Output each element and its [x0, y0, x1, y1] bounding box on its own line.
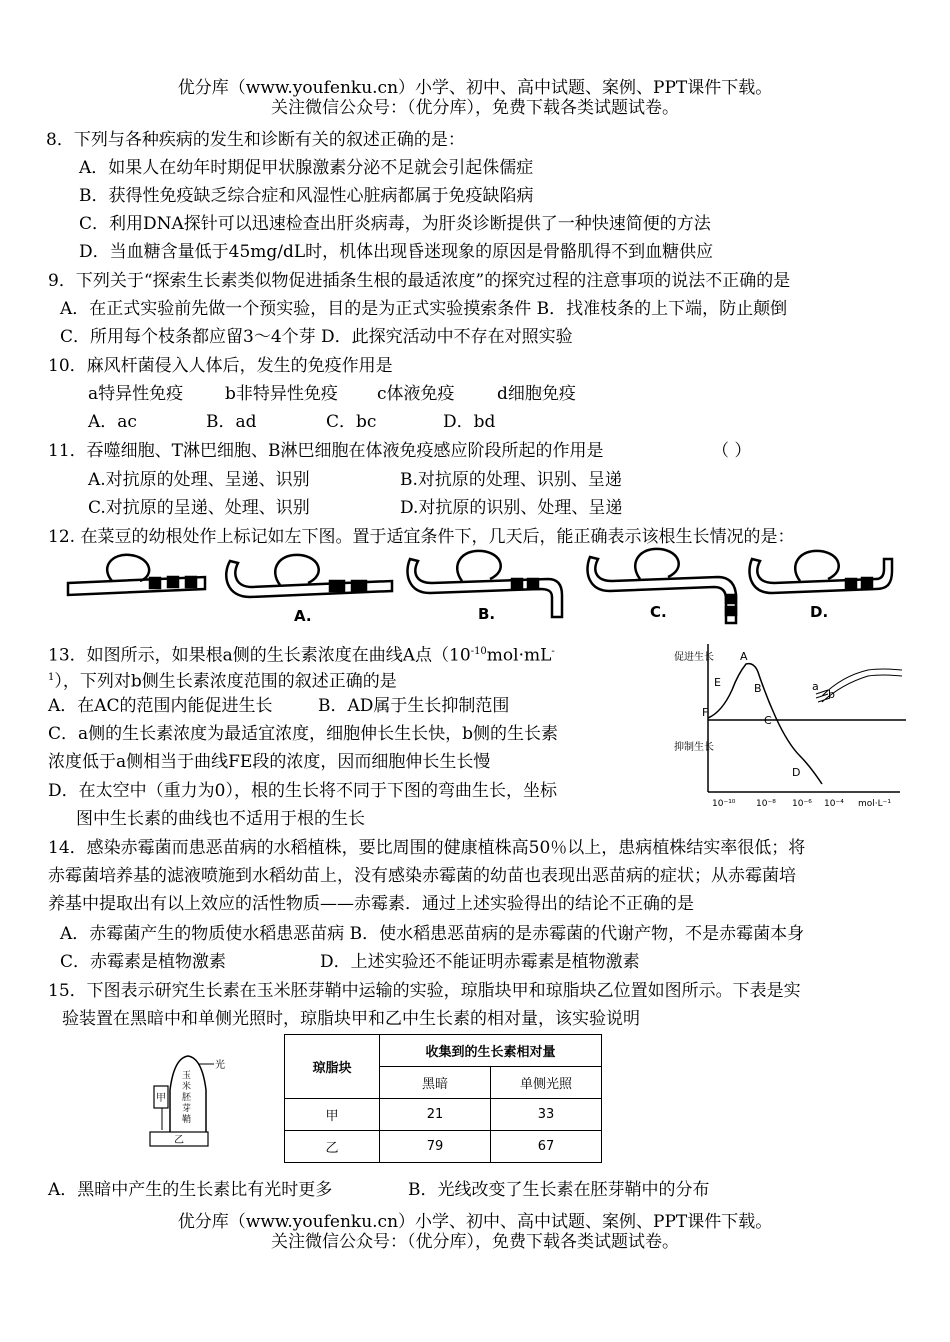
q11-option-c: C.对抗原的呈递、处理、识别	[88, 498, 310, 518]
x-tick-2: 10⁻⁸	[756, 799, 776, 809]
table-cell-light: 67	[491, 1131, 602, 1163]
x-tick-1: 10⁻¹⁰	[712, 799, 736, 809]
point-a-label: A	[740, 650, 748, 663]
table-row	[285, 1131, 602, 1163]
q9-options-ab: A．在正式实验前先做一个预实验，目的是为正式实验摸索条件 B．找准枝条的上下端，防止颠倒	[60, 299, 788, 319]
q10-item-b: b非特异性免疫	[225, 384, 338, 404]
q11-option-a: A.对抗原的处理、呈递、识别	[88, 470, 310, 490]
q13-option-d-1: D．在太空中（重力为0），根的生长将不同于下图的弯曲生长，坐标	[48, 781, 557, 801]
table-cell-dark: 21	[380, 1099, 491, 1131]
table-row	[285, 1099, 602, 1131]
q14-stem-2: 赤霉菌培养基的滤液喷施到水稻幼苗上，没有感染赤霉菌的幼苗也表现出恶苗病的症状；从赤霉菌培	[48, 866, 796, 886]
point-f-label: F	[702, 706, 709, 719]
q14-options-ab: A．赤霉菌产生的物质使水稻患恶苗病 B．使水稻患恶苗病的是赤霉菌的代谢产物，不是赤霉菌本身	[60, 924, 805, 944]
table-cell-name: 乙	[285, 1131, 380, 1163]
q8-option-d: D．当血糖含量低于45mg/dL时，机体出现昏迷现象的原因是骨骼肌得不到血糖供应	[79, 242, 714, 262]
q9-stem: 9．下列关于“探索生长素类似物促进插条生根的最适浓度”的探究过程的注意事项的说法不正确的是	[48, 271, 791, 291]
q10-option-c: C．bc	[326, 412, 377, 432]
agar-yi-label: 乙	[174, 1135, 184, 1146]
side-b-label: b	[828, 688, 835, 701]
agar-jia-label: 甲	[156, 1093, 166, 1104]
q14-option-d: D．上述实验还不能证明赤霉素是植物激素	[320, 952, 640, 972]
point-b-label: B	[754, 682, 762, 695]
q10-stem: 10．麻风杆菌侵入人体后，发生的免疫作用是	[48, 356, 393, 376]
coleoptile-char-3: 胚	[182, 1093, 192, 1103]
q15-option-b: B．光线改变了生长素在胚芽鞘中的分布	[408, 1180, 710, 1200]
coleoptile-char-5: 鞘	[182, 1115, 192, 1125]
q13-option-d-2: 图中生长素的曲线也不适用于根的生长	[76, 809, 365, 829]
coleoptile-char-4: 芽	[182, 1104, 192, 1114]
x-tick-4: 10⁻⁴	[824, 799, 844, 809]
q13-option-b: B．AD属于生长抑制范围	[318, 696, 510, 716]
root-original	[68, 555, 205, 595]
q12-label-a: A.	[294, 607, 312, 625]
q15-auxin-table	[284, 1034, 602, 1163]
q8-option-a: A．如果人在幼年时期促甲状腺激素分泌不足就会引起侏儒症	[79, 158, 534, 178]
q15-stem-2: 验装置在黑暗中和单侧光照时，琼脂块甲和乙中生长素的相对量，该实验说明	[62, 1009, 640, 1029]
root-option-a	[226, 555, 392, 597]
q12-label-d: D.	[810, 603, 829, 621]
table-header-block: 琼脂块	[285, 1035, 380, 1099]
q13-option-c-2: 浓度低于a侧相当于曲线FE段的浓度，因而细胞伸长生长慢	[48, 752, 491, 772]
q10-item-c: c体液免疫	[377, 384, 455, 404]
q13-stem-line-1: 13．如图所示，如果根a侧的生长素浓度在曲线A点（$10^{-10}mol\cdot mL^-$	[48, 645, 555, 666]
table-header-group: 收集到的生长素相对量	[380, 1035, 602, 1067]
point-e-label: E	[714, 676, 721, 689]
header-line-1: 优分库（www.youfenku.cn）小学、初中、高中试题、案例、PPT课件下载。	[177, 78, 773, 98]
q10-item-d: d细胞免疫	[497, 384, 576, 404]
coleoptile-char-1: 玉	[182, 1071, 192, 1081]
q8-option-b: B．获得性免疫缺乏综合症和风湿性心脏病都属于免疫缺陷病	[79, 186, 534, 206]
q11-option-d: D.对抗原的识别、处理、呈递	[400, 498, 623, 518]
graph-y-bottom-label: 抑制生长	[674, 742, 714, 753]
q10-option-d: D．bd	[443, 412, 496, 432]
footer-line-1: 优分库（www.youfenku.cn）小学、初中、高中试题、案例、PPT课件下载。	[177, 1212, 773, 1232]
q14-stem-3: 养基中提取出有以上效应的活性物质——赤霉素．通过上述实验得出的结论不正确的是	[48, 894, 694, 914]
point-c-label: C	[764, 714, 772, 727]
table-cell-name: 甲	[285, 1099, 380, 1131]
x-tick-3: 10⁻⁶	[792, 799, 812, 809]
q13-option-c-1: C．a侧的生长素浓度为最适宜浓度，细胞伸长生长快，b侧的生长素	[48, 724, 559, 744]
q15-coleoptile-figure	[140, 1050, 230, 1154]
q12-label-b: B.	[478, 605, 496, 623]
q14-stem-1: 14．感染赤霉菌而患恶苗病的水稻植株，要比周围的健康植株高50％以上，患病植株结实率很低；将	[48, 838, 806, 858]
q13-auxin-graph	[672, 640, 908, 810]
coleoptile-char-2: 米	[182, 1082, 192, 1092]
header-line-2: 关注微信公众号：（优分库），免费下载各类试题试卷。	[271, 98, 679, 118]
q15-stem-1: 15．下图表示研究生长素在玉米胚芽鞘中运输的实验，琼脂块甲和琼脂块乙位置如图所示。下表是实	[48, 981, 801, 1001]
q9-options-cd: C．所用每个枝条都应留3～4个芽 D．此探究活动中不存在对照实验	[60, 327, 573, 347]
point-d-label: D	[792, 766, 801, 779]
q11-option-b: B.对抗原的处理、识别、呈递	[400, 470, 622, 490]
light-label: 光	[215, 1060, 225, 1071]
table-cell-light: 33	[491, 1099, 602, 1131]
footer-line-2: 关注微信公众号：（优分库），免费下载各类试题试卷。	[271, 1232, 679, 1252]
q15-option-a: A．黑暗中产生的生长素比有光时更多	[48, 1180, 333, 1200]
graph-y-top-label: 促进生长	[674, 652, 714, 663]
q11-stem: 11．吞噬细胞、T淋巴细胞、B淋巴细胞在体液免疫感应阶段所起的作用是	[48, 441, 604, 461]
side-a-label: a	[812, 680, 819, 693]
q10-option-a: A．ac	[88, 412, 137, 432]
q12-label-c: C.	[650, 603, 667, 621]
q12-stem: 12. 在菜豆的幼根处作上标记如左下图。置于适宜条件下，几天后，能正确表示该根生长情况的是：	[48, 527, 795, 547]
table-cell-dark: 79	[380, 1131, 491, 1163]
q11-answer-paren: （ ）	[712, 441, 752, 461]
q8-option-c: C．利用DNA探针可以迅速检查出肝炎病毒，为肝炎诊断提供了一种快速简便的方法	[79, 214, 711, 234]
root-option-d	[749, 551, 892, 593]
q10-option-b: B．ad	[206, 412, 257, 432]
q12-root-figures	[0, 545, 950, 627]
q13-option-a: A．在AC的范围内能促进生长	[48, 696, 273, 716]
x-unit: mol·L⁻¹	[858, 799, 892, 809]
q14-option-c: C．赤霉素是植物激素	[60, 952, 227, 972]
q13-stem-line-2: $^1$），下列对b侧生长素浓度范围的叙述正确的是	[48, 671, 397, 692]
q10-item-a: a特异性免疫	[88, 384, 184, 404]
table-header-light: 单侧光照	[491, 1067, 602, 1099]
q8-stem: 8．下列与各种疾病的发生和诊断有关的叙述正确的是：	[46, 130, 465, 150]
table-header-dark: 黑暗	[380, 1067, 491, 1099]
